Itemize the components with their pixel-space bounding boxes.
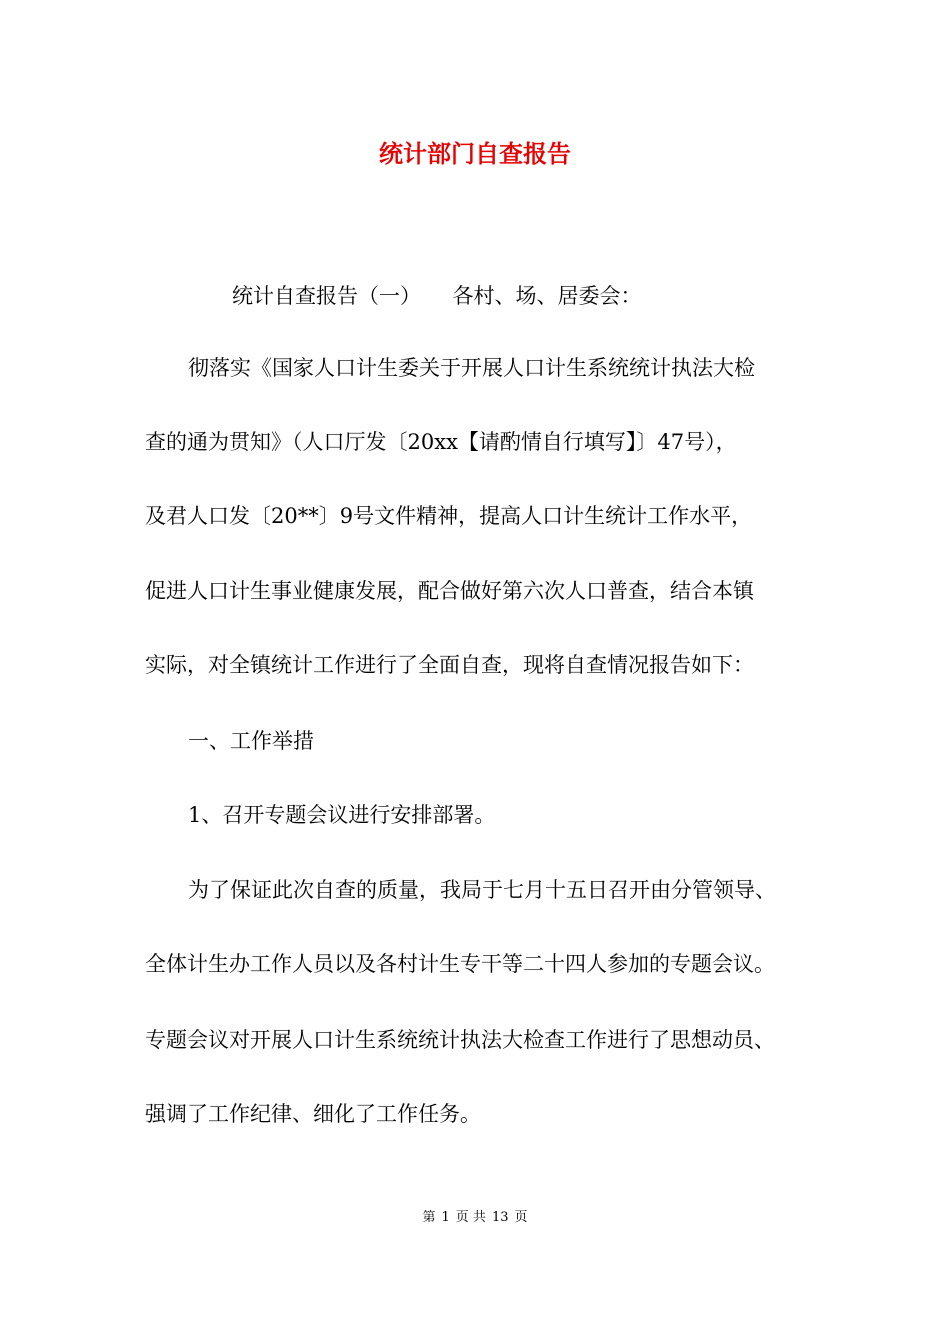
footer-prefix: 第 <box>422 1210 436 1225</box>
footer-middle: 页 共 <box>455 1210 486 1225</box>
body-line-5: 促进人口计生事业健康发展，配合做好第六次人口普查，结合本镇 <box>145 579 754 603</box>
footer-total-pages: 13 <box>491 1210 509 1225</box>
body-line-11: 专题会议对开展人口计生系统统计执法大检查工作进行了思想动员、 <box>145 1028 775 1052</box>
document-title: 统计部门自查报告 <box>379 140 571 168</box>
body-line-3: 查的通为贯知》（人口厅发〔20xx【请酌情自行填写】〕47号）， <box>145 430 737 454</box>
section-heading: 一、工作举措 <box>188 729 314 753</box>
body-line-12: 强调了工作纪律、细化了工作任务。 <box>145 1102 481 1126</box>
body-line-4: 及君人口发〔20**〕9号文件精神，提高人口计生统计工作水平， <box>145 504 753 528</box>
body-line-10: 全体计生办工作人员以及各村计生专干等二十四人参加的专题会议。 <box>145 952 775 976</box>
page-footer <box>0 1208 950 1228</box>
body-line-6: 实际，对全镇统计工作进行了全面自查，现将自查情况报告如下： <box>145 653 754 677</box>
footer-suffix: 页 <box>514 1210 528 1225</box>
body-line-1: 统计自查报告（一） 各村、场、居委会： <box>232 284 642 308</box>
footer-current-page: 1 <box>441 1210 450 1225</box>
body-line-2: 彻落实《国家人口计生委关于开展人口计生系统统计执法大检 <box>188 356 755 380</box>
body-line-9: 为了保证此次自查的质量，我局于七月十五日召开由分管领导、 <box>188 878 776 902</box>
subsection-heading: 1、召开专题会议进行安排部署。 <box>188 803 496 827</box>
